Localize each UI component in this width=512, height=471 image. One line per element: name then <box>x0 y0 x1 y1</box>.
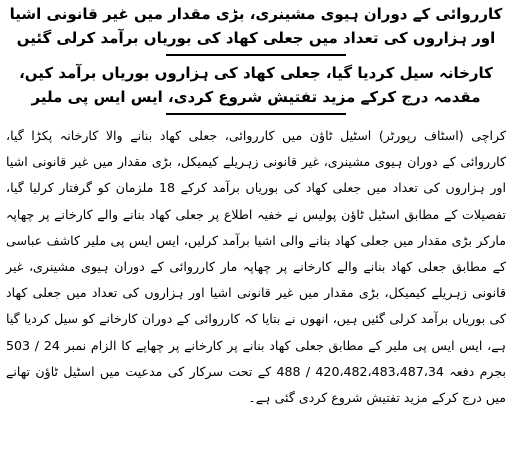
headline-divider <box>166 54 346 56</box>
article-body: کراچی (اسٹاف رپورٹر) اسٹیل ٹاؤن میں کارروائی، جعلی کھاد بنانے والا کارخانہ پکڑا گیا، کارروائی کے دوران ہیوی مشینری، غیر قانونی زہریلے کیمیکل، بڑی مقدار میں غیر قانونی اشیا اور ہزاروں کی تعداد میں جعلی کھاد کی بوریاں برآمد کرکے 18 ملزمان کو گرفتار کرلیا گیا، تفصیلات کے مطابق اسٹیل ٹاؤن پولیس نے خفیہ اطلاع پر جعلی کھاد بنانے والے کارخانے پر چھاپہ مارکر بڑی مقدار میں جعلی کھاد بنانے والی اشیا برآمد کرلیں، ایس ایس پی ملیر کاشف عباسی کے مطابق جعلی کھاد بنانے والے کارخانے پر چھاپہ مار کارروائی کے دوران ہیوی مشینری، غیر قانونی زہریلے کیمیکل، بڑی مقدار میں غیر قانونی اشیا اور ہزاروں کی تعداد میں جعلی کھاد کی بوریاں برآمد کرلی گئیں ہیں، انھوں نے بتایا کہ کارروائی کے دوران کارخانے کو سیل کردیا گیا ہے، ایس ایس پی ملیر کے مطابق جعلی کھاد بنانے پر کارخانے پر چھاپے کا الزام نمبر 24 / 503 بجرم دفعہ 420،482،483،487،34 / 488 کے تحت سرکار کی مدعیت میں اسٹیل ٹاؤن تھانے میں درج کرکے مزید تفتیش شروع کردی گئی ہے۔ <box>6 128 507 406</box>
headline-divider-lower <box>166 113 346 115</box>
headline-secondary: کارخانہ سیل کردیا گیا، جعلی کھاد کی ہزاروں بوریاں برآمد کیں، مقدمہ درج کرکے مزید تفتیش شروع کردی، ایس ایس پی ملیر <box>19 64 493 106</box>
headline-primary: کارروائی کے دوران ہیوی مشینری، بڑی مقدار میں غیر قانونی اشیا اور ہزاروں کی تعداد میں جعلی کھاد کی بوریاں برآمد کرلی گئیں <box>9 5 503 47</box>
